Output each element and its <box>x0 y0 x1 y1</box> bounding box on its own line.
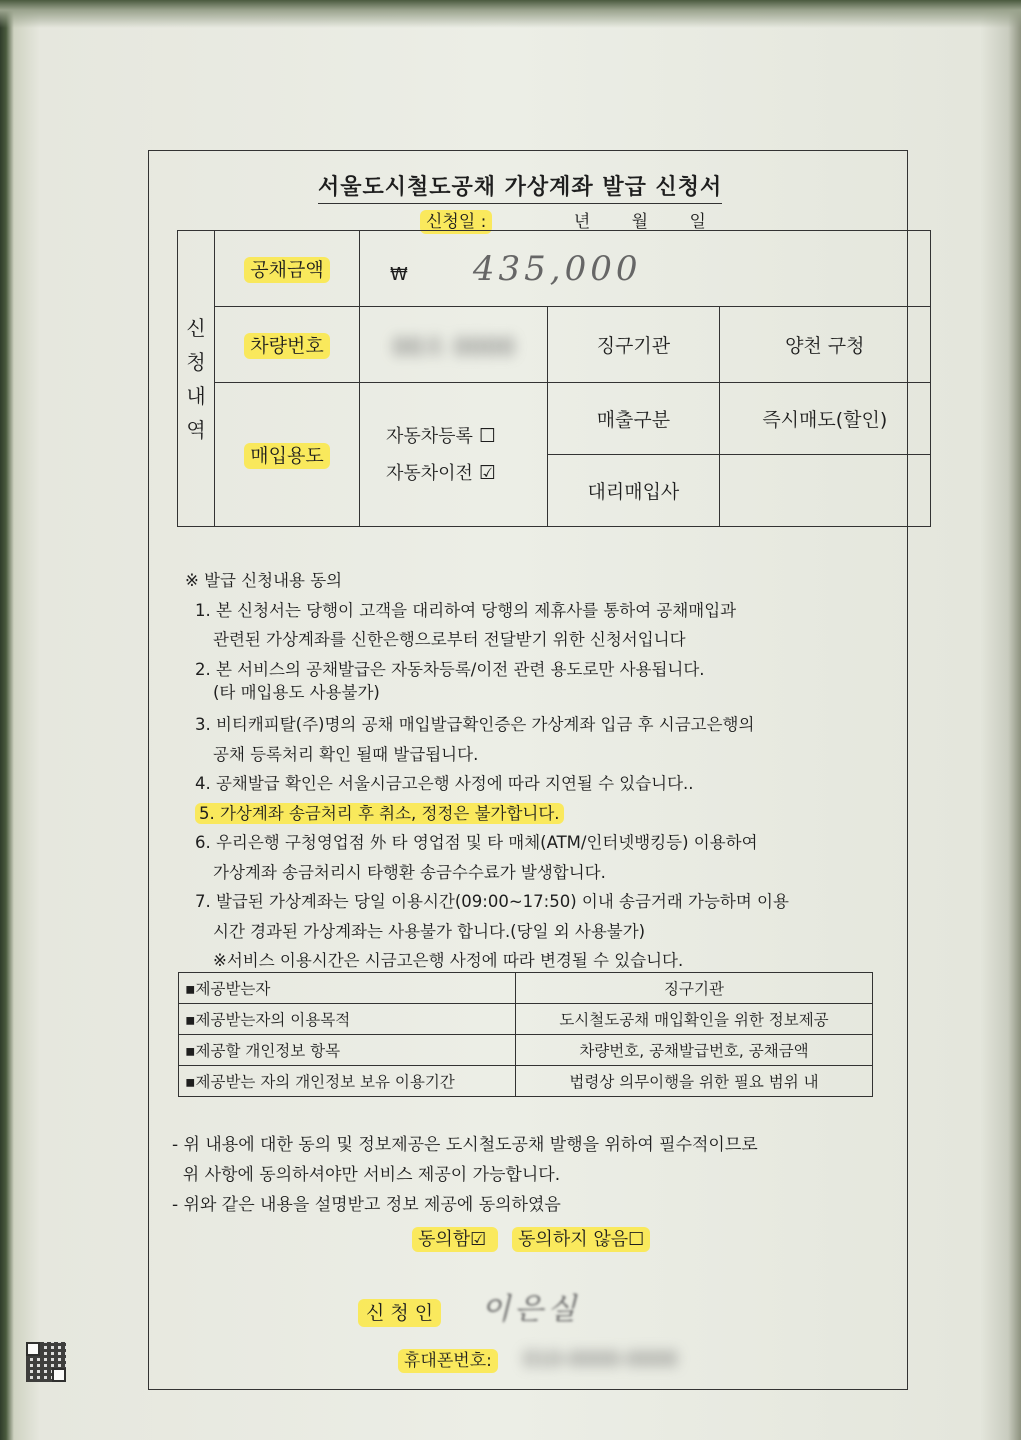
bond-amount-label: 공채금액 <box>244 257 329 283</box>
application-date <box>420 207 742 232</box>
checkbox-icon[interactable]: ☐ <box>478 424 496 447</box>
agree-option[interactable]: 동의함☑ <box>412 1227 498 1252</box>
date-label: 신청일 : <box>420 210 492 234</box>
applicant-label: 신 청 인 <box>358 1299 441 1327</box>
consent-item: 공채 등록처리 확인 될때 발급됩니다. <box>213 744 479 764</box>
date-month: 월 <box>631 212 649 232</box>
phone-row <box>398 1346 678 1371</box>
table-row <box>179 1066 873 1097</box>
consent-item: 1. 본 신청서는 당행이 고객을 대리하여 당행의 제휴사를 통하여 공채매입과 <box>195 600 737 620</box>
table-row <box>179 1004 873 1035</box>
plate-value: 00오 0000 <box>392 333 515 361</box>
table-row <box>179 973 873 1004</box>
table-row <box>179 1035 873 1066</box>
date-year: 년 <box>573 212 591 232</box>
purpose-options <box>360 383 548 527</box>
consent-item: 6. 우리은행 구청영업점 外 타 영업점 및 타 매체(ATM/인터넷뱅킹등) 이용하여 <box>195 833 758 852</box>
disagree-option[interactable]: 동의하지 않음☐ <box>512 1227 650 1252</box>
consent-item: 관련된 가상계좌를 신한은행으로부터 전달받기 위한 신청서입니다 <box>213 630 686 649</box>
consent-heading: ※ 발급 신청내용 동의 <box>185 571 343 590</box>
consent-item: ※서비스 이용시간은 시금고은행 사정에 따라 변경될 수 있습니다. <box>213 951 684 970</box>
info-label: ▪제공받는 자의 개인정보 보유 이용기간 <box>179 1066 516 1097</box>
collector-value: 양천 구청 <box>719 307 930 383</box>
footer-line: - 위와 같은 내용을 설명받고 정보 제공에 동의하였음 <box>172 1195 561 1215</box>
bond-amount-label-cell <box>215 231 360 307</box>
phone-value: 010-0000-0000 <box>523 1347 678 1371</box>
consent-item: 4. 공채발급 확인은 서울시금고은행 사정에 따라 지연될 수 있습니다.. <box>195 774 694 793</box>
consent-item: (타 매입용도 사용불가) <box>213 683 380 702</box>
checkbox-icon[interactable]: ☐ <box>628 1229 645 1250</box>
checkbox-checked-icon[interactable]: ☑ <box>478 461 496 484</box>
bond-amount-value: 435,000 <box>472 248 642 289</box>
info-value: 차량번호, 공채발급번호, 공채금액 <box>516 1035 873 1066</box>
phone-label: 휴대폰번호: <box>398 1349 498 1373</box>
info-label: ▪제공받는자의 이용목적 <box>179 1004 516 1035</box>
purpose-label-cell <box>215 383 360 527</box>
consent-item: 가상계좌 송금처리시 타행환 송금수수료가 발생합니다. <box>213 862 606 882</box>
privacy-info-table <box>178 972 873 1097</box>
agent-value[interactable] <box>719 455 930 527</box>
footer-line: - 위 내용에 대한 동의 및 정보제공은 도시철도공채 발행을 위하여 필수적이므로 <box>172 1135 758 1155</box>
document-title: 서울도시철도공채 가상계좌 발급 신청서 <box>318 170 722 204</box>
currency-symbol: ₩ <box>390 263 408 285</box>
purpose-option-transfer[interactable]: 자동차이전 ☑ <box>386 461 496 484</box>
consent-item: 3. 비티캐피탈(주)명의 공채 매입발급확인증은 가상계좌 입금 후 시금고은행의 <box>195 715 755 734</box>
info-value: 징구기관 <box>516 973 873 1004</box>
date-day: 일 <box>689 212 706 232</box>
consent-item: 시간 경과된 가상계좌는 사용불가 합니다.(당일 외 사용불가) <box>213 921 646 941</box>
agent-label: 대리매입사 <box>548 455 719 527</box>
checkbox-checked-icon[interactable]: ☑ <box>470 1229 487 1250</box>
photo-edge <box>0 0 1021 28</box>
plate-label-cell <box>215 307 360 383</box>
purpose-label: 매입용도 <box>244 443 329 469</box>
info-label: ▪제공받는자 <box>179 973 516 1004</box>
footer-statement <box>172 1130 758 1220</box>
consent-item: 7. 발급된 가상계좌는 당일 이용시간(09:00~17:50) 이내 송금거래 가능하며 이용 <box>195 892 789 911</box>
qr-code-icon <box>26 1342 66 1382</box>
side-label: 신 청 내 역 <box>178 231 215 527</box>
plate-label: 차량번호 <box>244 333 329 359</box>
footer-line: 위 사항에 동의하셔야만 서비스 제공이 가능합니다. <box>172 1165 561 1185</box>
applicant-row <box>358 1284 580 1328</box>
plate-value-cell[interactable] <box>360 307 548 383</box>
purpose-option-registration[interactable]: 자동차등록 ☐ <box>386 424 496 447</box>
info-label: ▪제공할 개인정보 항목 <box>179 1035 516 1066</box>
consent-item: 2. 본 서비스의 공채발급은 자동차등록/이전 관련 용도로만 사용됩니다. <box>195 659 705 679</box>
consent-notes <box>185 566 789 976</box>
consent-choice <box>412 1225 650 1251</box>
application-table <box>177 230 931 527</box>
bond-amount-cell[interactable] <box>360 231 931 307</box>
collector-label: 징구기관 <box>548 307 719 383</box>
applicant-signature: 이은실 <box>481 1292 581 1327</box>
sales-type-label: 매출구분 <box>548 383 719 455</box>
info-value: 법령상 의무이행을 위한 필요 범위 내 <box>516 1066 873 1097</box>
info-value: 도시철도공채 매입확인을 위한 정보제공 <box>516 1004 873 1035</box>
sales-type-value: 즉시매도(할인) <box>719 383 930 455</box>
consent-item-highlighted: 5. 가상계좌 송금처리 후 취소, 정정은 불가합니다. <box>195 799 789 829</box>
